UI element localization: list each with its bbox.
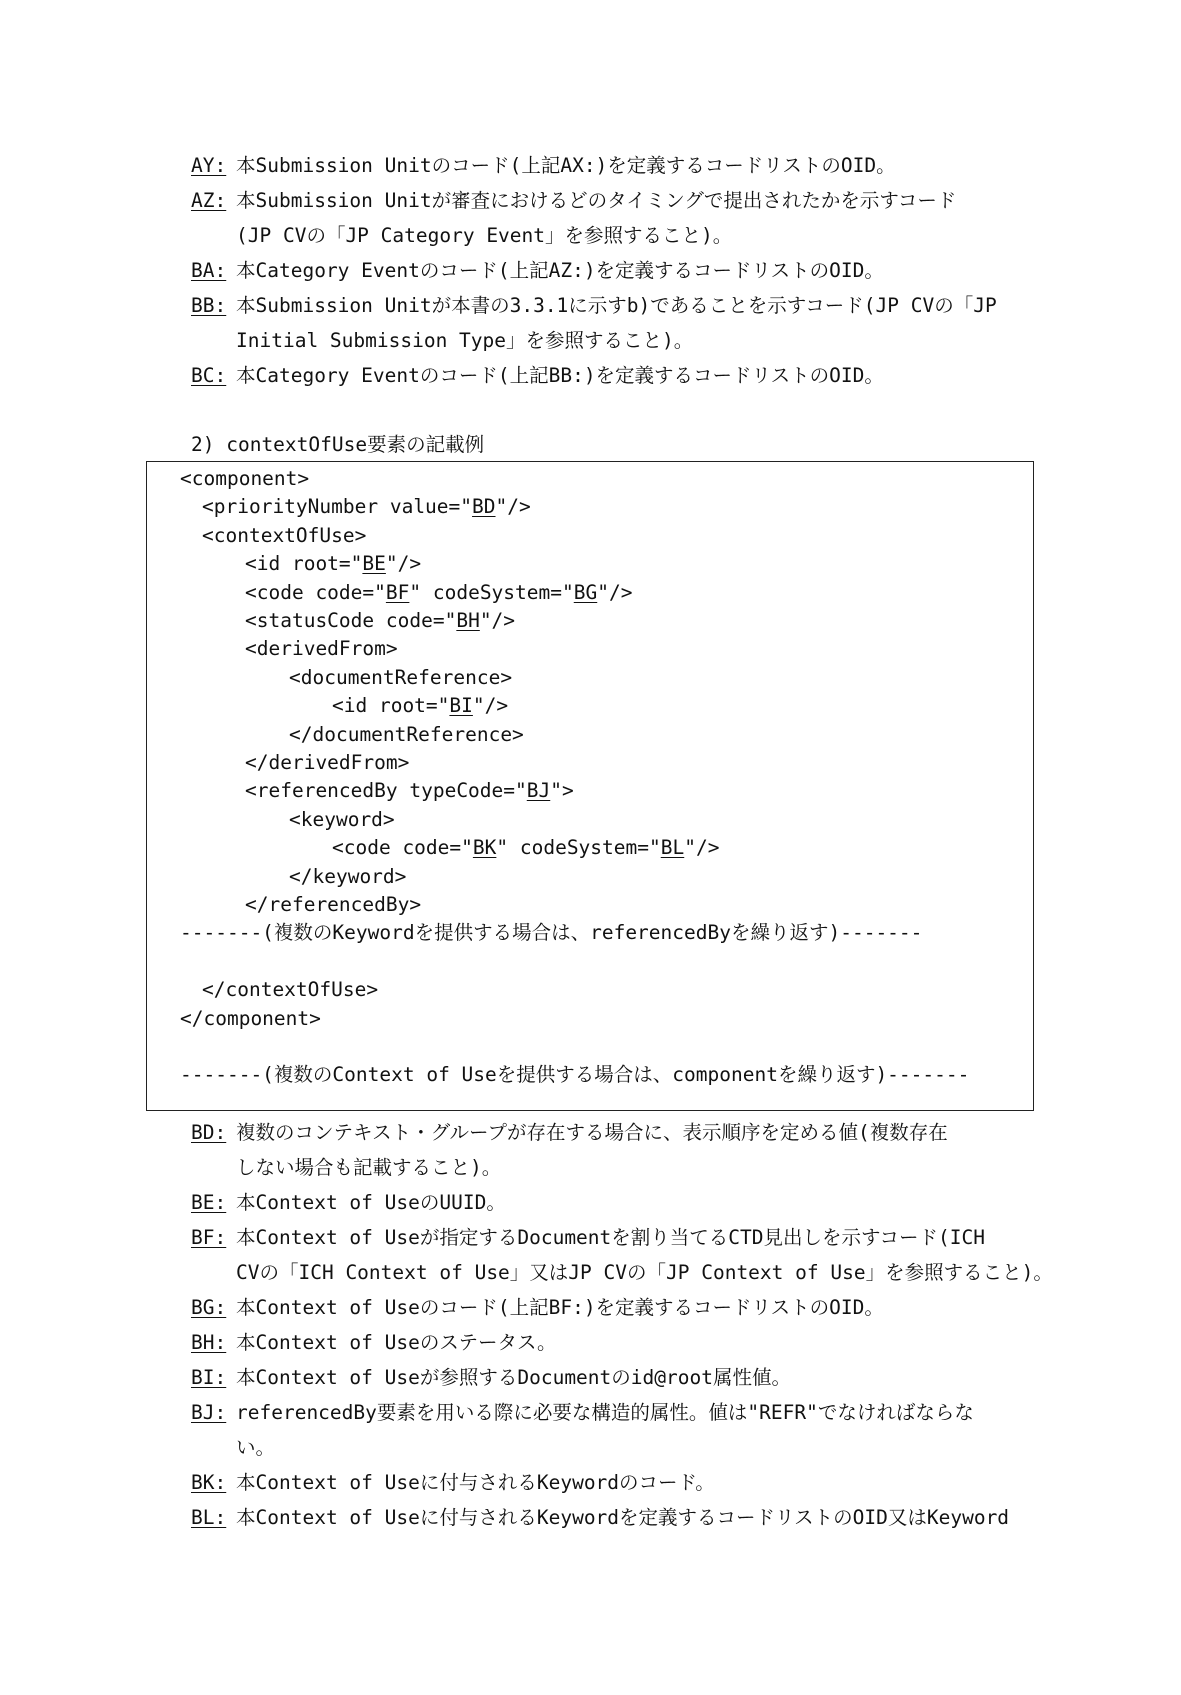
code-placeholder: BK [472,836,497,860]
code-placeholder: BG [573,580,598,604]
code-placeholder: BF [385,580,410,604]
definition-text: しない場合も記載すること)。 [236,1156,502,1179]
definition-item [191,183,1041,253]
definition-item [191,1360,1041,1395]
definition-text: referencedBy要素を用いる際に必要な構造的属性。値は"REFR"でなければならな [236,1401,974,1424]
code-line: </component> [180,1006,321,1030]
definition-text: 本Submission Unitが審査におけるどのタイミングで提出されたかを示すコード [236,189,957,212]
code-line: <id root="BE"/> [245,552,422,576]
definition-text: CVの「ICH Context of Use」又はJP CVの「JP Context of Use」を参照すること)。 [236,1261,1053,1284]
definition-text: Initial Submission Type」を参照すること)。 [236,329,694,352]
code-placeholder: BJ [526,779,551,803]
code-line: <id root="BI"/> [332,694,509,718]
code-example-box [146,461,1034,1111]
code-line: <component> [180,467,310,490]
definition-key: BI: [191,1366,227,1389]
definition-item [191,288,1041,358]
definition-text: 本Category Eventのコード(上記BB:)を定義するコードリストのOID。 [236,364,884,387]
definition-item [191,1185,1041,1220]
code-placeholder: BE [362,552,386,576]
definition-key: BF: [191,1226,227,1249]
definition-text: (JP CVの「JP Category Event」を参照すること)。 [236,224,733,247]
definition-item [191,1325,1041,1360]
definition-text: 複数のコンテキスト・グループが存在する場合に、表示順序を定める値(複数存在 [236,1121,948,1144]
code-placeholder: BH [456,609,480,632]
code-line: </documentReference> [289,722,524,746]
definition-item [191,1220,1053,1290]
code-line: <code code="BF" codeSystem="BG"/> [245,580,633,604]
code-line: <referencedBy typeCode="BJ"> [245,779,574,803]
section-heading: 2) contextOfUse要素の記載例 [191,433,485,456]
code-line: <derivedFrom> [245,637,398,661]
definition-text: い。 [236,1436,276,1459]
definition-item [191,1465,1041,1500]
code-line: -------(複数のContext of Useを提供する場合は、componentを繰り返す)------- [180,1063,970,1087]
code-placeholder: BL [660,836,685,860]
definition-key: BG: [191,1296,227,1319]
definition-text: 本Context of Useに付与されるKeywordのコード。 [236,1471,715,1494]
definition-text: 本Context of Useに付与されるKeywordを定義するコードリストのOID又はKeyword [236,1506,1010,1529]
definition-key: BE: [191,1191,227,1214]
code-line: <contextOfUse> [202,523,367,547]
definition-text: 本Context of Useが参照するDocumentのid@root属性値。 [236,1366,791,1389]
definition-item [191,1500,1041,1535]
definition-text: 本Submission Unitが本書の3.3.1に示すb)であることを示すコード(JP CVの「JP [236,294,997,317]
definition-key: BA: [191,259,227,282]
definition-text: 本Category Eventのコード(上記AZ:)を定義するコードリストのOID。 [236,259,884,282]
code-line: </derivedFrom> [245,751,410,774]
definition-key: BK: [191,1471,227,1494]
definition-item [191,1115,1041,1185]
definition-key: BH: [191,1331,227,1354]
code-line: <statusCode code="BH"/> [245,609,516,632]
definition-item [191,1290,1041,1325]
definition-key: BJ: [191,1401,227,1424]
code-line: </keyword> [289,864,407,888]
definition-key: AZ: [191,189,227,212]
definition-item [191,358,1041,393]
definition-text: 本Context of UseのUUID。 [236,1191,506,1214]
definition-key: BB: [191,294,227,317]
definition-text: 本Submission Unitのコード(上記AX:)を定義するコードリストのOID。 [236,154,896,177]
code-line: -------(複数のKeywordを提供する場合は、referencedByを繰り返す)------- [180,921,923,945]
code-line: </contextOfUse> [202,978,379,1002]
definition-text: 本Context of Useのステータス。 [236,1331,557,1354]
definition-item [191,148,1041,183]
definition-text: 本Context of Useが指定するDocumentを割り当てるCTD見出しを示すコード(ICH [236,1226,985,1249]
code-line: <code code="BK" codeSystem="BL"/> [332,836,720,860]
definition-text: 本Context of Useのコード(上記BF:)を定義するコードリストのOID。 [236,1296,884,1319]
code-line: <documentReference> [289,665,513,689]
definition-key: AY: [191,154,227,177]
code-line: <priorityNumber value="BD"/> [202,495,531,519]
definition-item [191,1395,1041,1465]
code-line: <keyword> [289,807,395,831]
definition-key: BL: [191,1506,227,1529]
definition-key: BD: [191,1121,227,1144]
code-placeholder: BD [472,495,496,519]
code-line: </referencedBy> [245,893,422,916]
definition-item [191,253,1041,288]
definition-key: BC: [191,364,227,387]
code-placeholder: BI [449,694,473,718]
